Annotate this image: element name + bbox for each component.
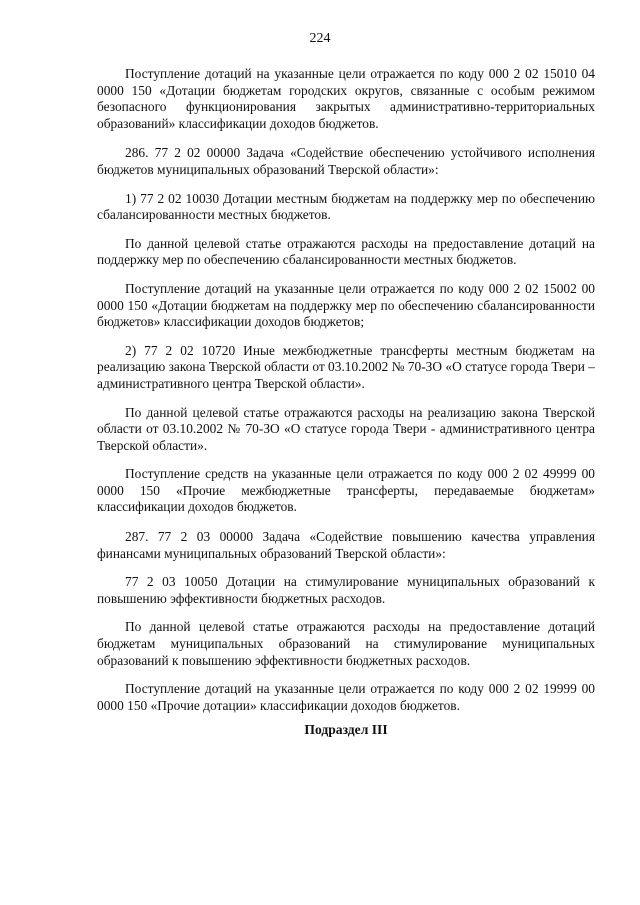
paragraph-10720-description: По данной целевой статье отражаются расходы на реализацию закона Тверской области от 03.10.2002 № 70-ЗО «О статусе города Твери - административного центра Тверской области».: [97, 404, 595, 453]
paragraph-item-10030: 1) 77 2 02 10030 Дотации местным бюджетам на поддержку мер по обеспечению сбалансированности местных бюджетов.: [97, 190, 595, 223]
paragraph-task-286: 286. 77 2 02 00000 Задача «Содействие обеспечению устойчивого исполнения бюджетов муниципальных образований Тверской области»:: [97, 145, 595, 177]
paragraph-10030-description: По данной целевой статье отражаются расходы на предоставление дотаций на поддержку мер по обеспечению сбалансированности местных бюджетов.: [97, 235, 595, 268]
document-body: [97, 66, 595, 738]
paragraph-10720-code: Поступление средств на указанные цели отражается по коду 000 2 02 49999 00 0000 150 «Прочие межбюджетные трансферты, передаваемые бюджетам» классификации доходов бюджетов.: [97, 466, 595, 515]
paragraph-10050-description: По данной целевой статье отражаются расходы на предоставление дотаций бюджетам муниципальных образований на стимулирование муниципальных образований к повышению эффективности бюджетных расходов.: [97, 619, 595, 668]
paragraph-10050-code: Поступление дотаций на указанные цели отражается по коду 000 2 02 19999 00 0000 150 «Прочие дотации» классификации доходов бюджетов.: [97, 681, 595, 713]
subsection-heading: Подраздел III: [304, 722, 388, 738]
paragraph-task-287: 287. 77 2 03 00000 Задача «Содействие повышению качества управления финансами муниципальных образований Тверской области»:: [97, 529, 595, 561]
paragraph-dotation-zato-code: Поступление дотаций на указанные цели отражается по коду 000 2 02 15010 04 0000 150 «Дотации бюджетам городских округов, связанные с особым режимом безопасного функционирования закрытых административно-территориальных образований» классификации доходов бюджетов.: [97, 66, 595, 131]
page-number: 224: [309, 31, 331, 46]
paragraph-item-10720: 2) 77 2 02 10720 Иные межбюджетные трансферты местным бюджетам на реализацию закона Тверской области от 03.10.2002 № 70-ЗО «О статусе города Твери – административного центра Тверской области».: [97, 342, 595, 391]
paragraph-10030-code: Поступление дотаций на указанные цели отражается по коду 000 2 02 15002 00 0000 150 «Дотации бюджетам на поддержку мер по обеспечению сбалансированности бюджетов» классификации доходов бюджетов;: [97, 280, 595, 330]
paragraph-item-10050: 77 2 03 10050 Дотации на стимулирование муниципальных образований к повышению эффективности бюджетных расходов.: [97, 574, 595, 606]
